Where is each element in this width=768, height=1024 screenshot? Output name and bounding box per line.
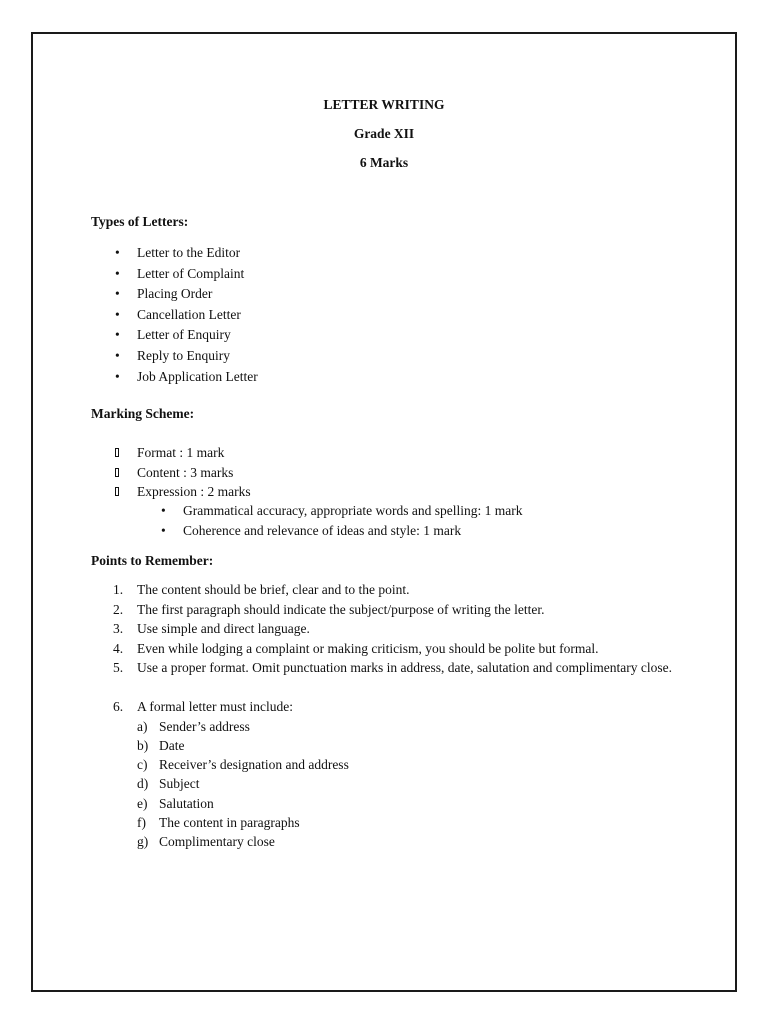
list-item <box>91 443 251 463</box>
list-item-label: Expression : 2 marks <box>137 484 251 499</box>
title-block <box>33 95 735 182</box>
list-item <box>137 755 677 774</box>
list-item <box>91 463 251 483</box>
item-letter: f) <box>137 814 146 830</box>
box-bullet-icon <box>115 468 119 477</box>
item-letter: d) <box>137 776 149 792</box>
item-text: The content in paragraphs <box>159 814 300 830</box>
box-bullet-icon <box>115 487 119 496</box>
list-item: • Job Application Letter <box>91 367 258 388</box>
list-item <box>91 658 677 697</box>
types-list <box>91 243 258 387</box>
list-item: • Letter to the Editor <box>91 243 258 264</box>
list-item <box>137 736 677 755</box>
list-item <box>91 600 677 620</box>
list-item <box>137 717 677 736</box>
item-text: Complimentary close <box>159 834 275 850</box>
item-number: 2. <box>113 601 124 617</box>
item-text: Subject <box>159 776 200 792</box>
item-text: Sender’s address <box>159 718 250 734</box>
list-item-label: Format : 1 mark <box>137 445 225 460</box>
list-item <box>137 794 677 813</box>
item-letter: c) <box>137 757 148 773</box>
include-sublist <box>137 717 677 852</box>
item-text: Even while lodging a complaint or making criticism, you should be polite but formal. <box>137 640 599 656</box>
list-item-label: Content : 3 marks <box>137 464 234 480</box>
scheme-sublist <box>137 501 523 540</box>
scheme-heading: Marking Scheme: <box>91 406 195 421</box>
item-number: 3. <box>113 621 124 636</box>
item-number: 1. <box>113 582 124 597</box>
list-item: • Placing Order <box>91 284 258 305</box>
list-item: • Reply to Enquiry <box>91 346 258 367</box>
item-text: Date <box>159 737 185 753</box>
types-heading: Types of Letters: <box>91 214 189 229</box>
box-bullet-icon <box>115 448 119 457</box>
list-item <box>91 482 251 502</box>
item-number: 6. <box>113 699 124 714</box>
list-item <box>91 580 677 600</box>
item-text: Receiver’s designation and address <box>159 757 349 773</box>
list-item: • Coherence and relevance of ideas and style: 1 mark <box>137 521 523 541</box>
grade-label: Grade XII <box>353 126 415 141</box>
item-text: Use a proper format. Omit punctuation marks in address, date, salutation and complimentary close. <box>137 660 672 675</box>
item-letter: e) <box>137 795 148 811</box>
list-item: • Letter of Complaint <box>91 264 258 285</box>
page-border <box>31 32 737 992</box>
list-item: • Letter of Enquiry <box>91 325 258 346</box>
item-number: 4. <box>113 640 124 656</box>
item-text: Use simple and direct language. <box>137 621 310 636</box>
scheme-list <box>91 443 251 502</box>
item-letter: g) <box>137 834 149 850</box>
document-title: LETTER WRITING <box>323 97 445 112</box>
item-letter: a) <box>137 718 148 734</box>
item-text: Salutation <box>159 795 214 811</box>
list-item <box>91 639 677 659</box>
item-number: 5. <box>113 660 124 675</box>
points-heading: Points to Remember: <box>91 553 214 568</box>
list-item <box>91 619 677 639</box>
item-text: A formal letter must include: <box>137 699 293 714</box>
list-item <box>137 832 677 851</box>
points-list <box>91 580 677 852</box>
list-item <box>91 697 677 852</box>
marks-label: 6 Marks <box>359 155 409 170</box>
list-item: • Grammatical accuracy, appropriate words and spelling: 1 mark <box>137 501 523 521</box>
document-body <box>33 34 735 990</box>
item-text: The content should be brief, clear and to the point. <box>137 582 410 597</box>
list-item <box>137 813 677 832</box>
list-item <box>137 774 677 793</box>
item-letter: b) <box>137 737 149 753</box>
list-item: • Cancellation Letter <box>91 305 258 326</box>
item-text: The first paragraph should indicate the subject/purpose of writing the letter. <box>137 601 545 617</box>
